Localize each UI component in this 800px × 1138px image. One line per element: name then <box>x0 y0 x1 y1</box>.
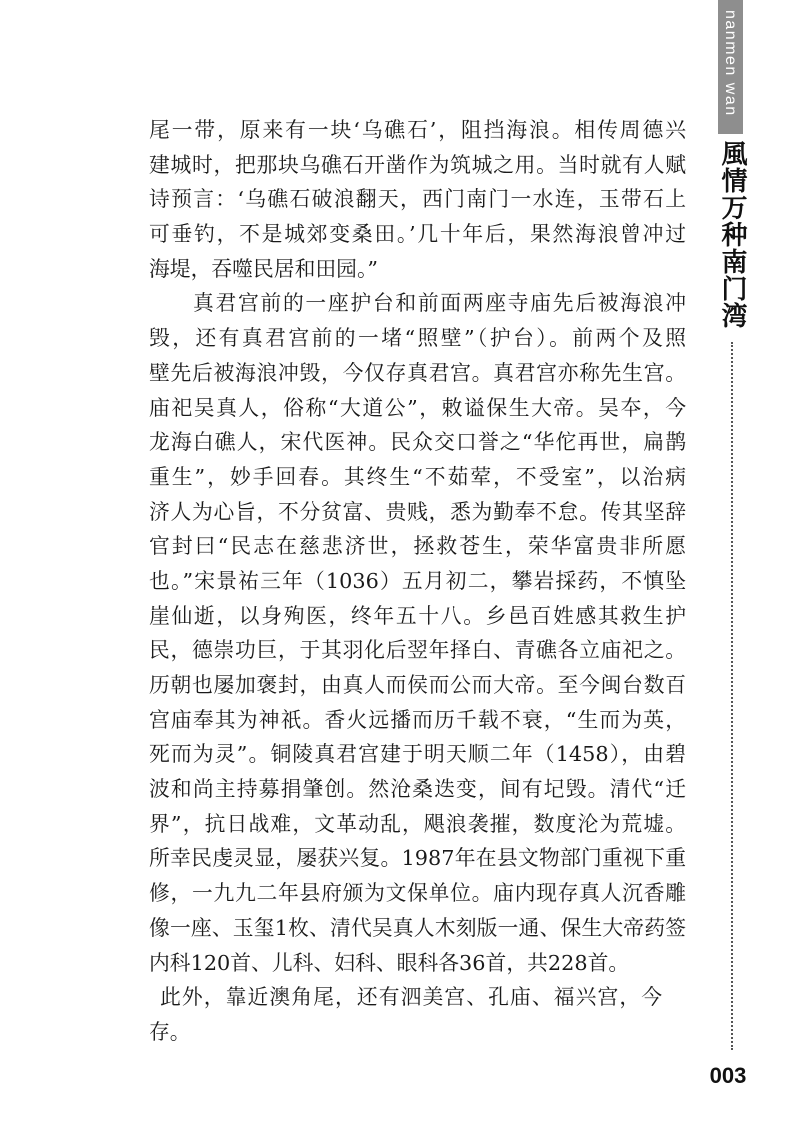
text-line: 尾一带，原来有一块‘乌礁石’，阻挡海浪。相传周德兴 <box>149 118 686 142</box>
text-line: 诗预言：‘乌礁石破浪翻天，西门南门一水连，玉带石上 <box>149 187 686 212</box>
page-number: 003 <box>709 1063 747 1088</box>
series-tab <box>718 0 743 134</box>
text-line: 波和尚主持募捐肇创。然沧桑迭变，间有圮毁。清代“迁 <box>149 777 686 802</box>
text-line: 修，一九九二年县府颁为文保单位。庙内现存真人沉香雕 <box>149 881 686 906</box>
text-line: 济人为心旨，不分贫富、贵贱，悉为勤奉不怠。传其坚辞 <box>149 499 686 524</box>
text-line: 内科120首、儿科、妇科、眼科各36首，共228首。 <box>149 950 630 975</box>
text-line: 界”，抗日战难，文革动乱，飓浪袭摧，数度沦为荒墟。 <box>149 811 686 836</box>
text-line: 龙海白礁人，宋代医神。民众交口誉之“华佗再世，扁鹊 <box>149 430 686 455</box>
text-line: 官封曰“民志在慈悲济世，拯救苍生，荣华富贵非所愿 <box>149 534 686 559</box>
series-label: nanmen wan <box>722 10 739 117</box>
paragraph-start-line: 真君宫前的一座护台和前面两座寺庙先后被海浪冲 <box>193 291 686 316</box>
text-line: 死而为灵”。铜陵真君宫建于明天顺二年（1458），由碧 <box>149 742 686 767</box>
book-title: 風情万种南门湾 <box>717 140 747 329</box>
paragraph-start-line: 此外，靠近澳角尾，还有泗美宫、孔庙、福兴宫，今 <box>160 985 662 1010</box>
text-line: 像一座、玉玺1枚、清代吴真人木刻版一通、保生大帝药签 <box>149 915 686 940</box>
text-line: 毁，还有真君宫前的一堵“照壁”（护台）。前两个及照 <box>149 326 686 351</box>
text-line: 存。 <box>149 1019 191 1044</box>
text-line: 重生”，妙手回春。其终生“不茹荤，不受室”，以治病 <box>149 464 686 489</box>
text-line: 建城时，把那块乌礁石开凿作为筑城之用。当时就有人赋 <box>149 152 686 177</box>
text-line: 也。”宋景祐三年（1036）五月初二，攀岩採药，不慎坠 <box>149 568 686 593</box>
text-line: 历朝也屡加褒封，由真人而侯而公而大帝。至今闽台数百 <box>149 673 686 697</box>
text-line: 崖仙逝，以身殉医，终年五十八。乡邑百姓感其救生护 <box>149 603 686 628</box>
text-line: 可垂钓，不是城郊变桑田。’几十年后，果然海浪曾冲过 <box>149 222 686 247</box>
text-line: 壁先后被海浪冲毁，今仅存真君宫。真君宫亦称先生宫。 <box>149 360 686 385</box>
text-line: 民，德崇功巨，于其羽化后翌年择白、青礁各立庙祀之。 <box>149 638 686 663</box>
text-line: 宫庙奉其为神祇。香火远播而历千载不衰，“生而为英， <box>149 707 686 732</box>
dotted-divider <box>731 342 733 1050</box>
text-line: 所幸民虔灵显，屡获兴复。1987年在县文物部门重视下重 <box>149 846 686 871</box>
text-line: 海堤，吞噬民居和田园。” <box>149 256 378 281</box>
main-text <box>149 113 686 1050</box>
text-line: 庙祀吴真人，俗称“大道公”，敕谥保生大帝。吴夲，今 <box>149 395 686 420</box>
